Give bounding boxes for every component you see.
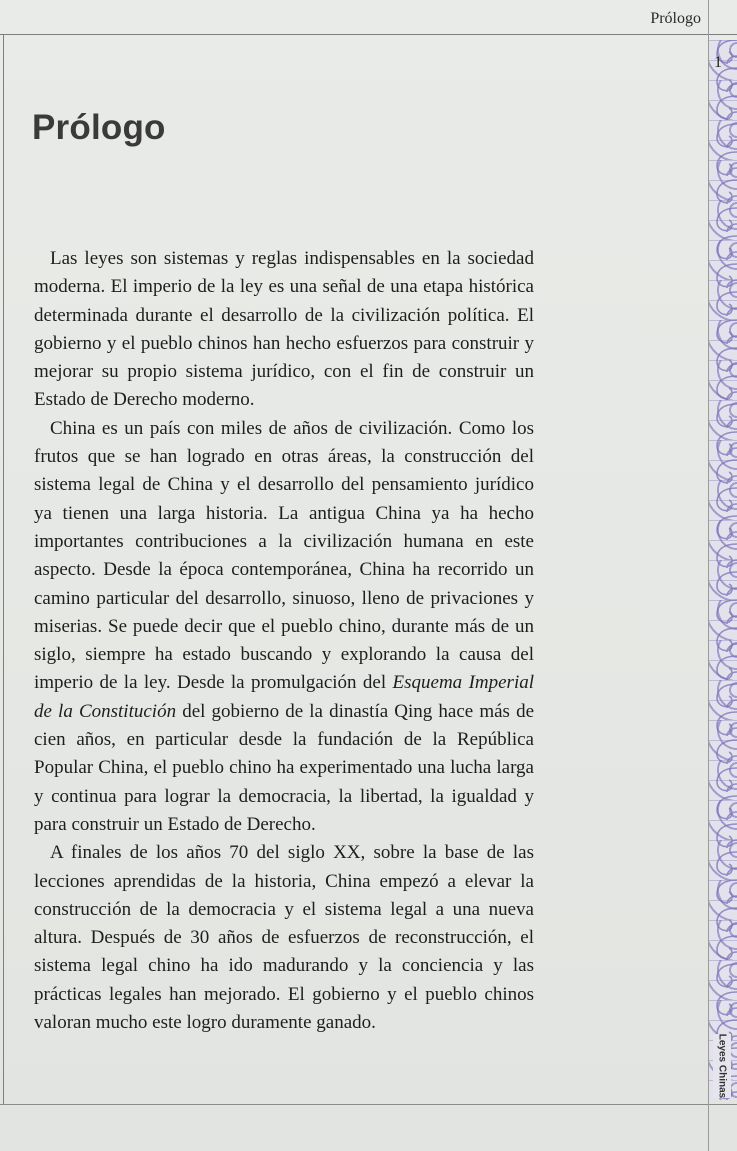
running-head: Prólogo [650, 10, 701, 27]
footer-rule [0, 1104, 737, 1105]
book-title-italic: Esquema Imperial de la Constitución [34, 672, 535, 722]
paragraph-text: A finales de los años 70 del siglo XX, sobre la base de las lecciones aprendidas de la historia, China empezó a elevar la construcción de la democracia y el sistema legal a una nueva altura. Después de 30 años de esfuerzos de reconstrucción, el sistema legal chino ha ido madurando y la conciencia y las prácticas legales han mejorado. El gobierno y el pueblo chinos valoran mucho este logro duramente ganado. [34, 842, 534, 1034]
body-text [34, 245, 534, 1037]
page-number: 1 [714, 54, 722, 71]
left-margin-rule [3, 34, 4, 1104]
paragraph-text: China es un país con miles de años de civilización. Como los frutos que se han logrado en otras áreas, la construcción del sistema legal de China y el desarrollo del pensamiento jurídico ya tienen una larga historia. La antigua China ya ha hecho importantes contribuciones a la civilización humana en este aspecto. Desde la época contemporánea, China ha recorrido un camino particular del desarrollo, sinuoso, lleno de privaciones y miserias. Se puede decir que el pueblo chino, durante más de un siglo, siempre ha estado buscando y explorando la causa del imperio de la ley. Desde la promulgación del [34, 417, 534, 694]
paragraph [34, 245, 534, 415]
side-tab-label: Leyes Chinas [716, 1033, 728, 1099]
paragraph [34, 415, 534, 839]
side-tab [713, 1034, 731, 1098]
paragraph-text: del gobierno de la dinastía Qing hace más de cien años, en particular desde la fundación de la República Popular China, el pueblo chino ha experimentado una lucha larga y continua para lograr la democracia, la libertad, la igualdad y para construir un Estado de Derecho. [34, 700, 534, 835]
spiral-ornament-icon [709, 40, 737, 1100]
decorative-border-pattern [709, 40, 737, 1100]
page-title: Prólogo [32, 108, 166, 147]
paragraph-text: Las leyes son sistemas y reglas indispensables en la sociedad moderna. El imperio de la ley es una señal de una etapa histórica determinada durante el desarrollo de la civilización política. El gobierno y el pueblo chinos han hecho esfuerzos para construir y mejorar su propio sistema jurídico, con el fin de construir un Estado de Derecho moderno. [34, 248, 534, 411]
header-rule [0, 34, 737, 35]
paragraph [34, 839, 534, 1037]
